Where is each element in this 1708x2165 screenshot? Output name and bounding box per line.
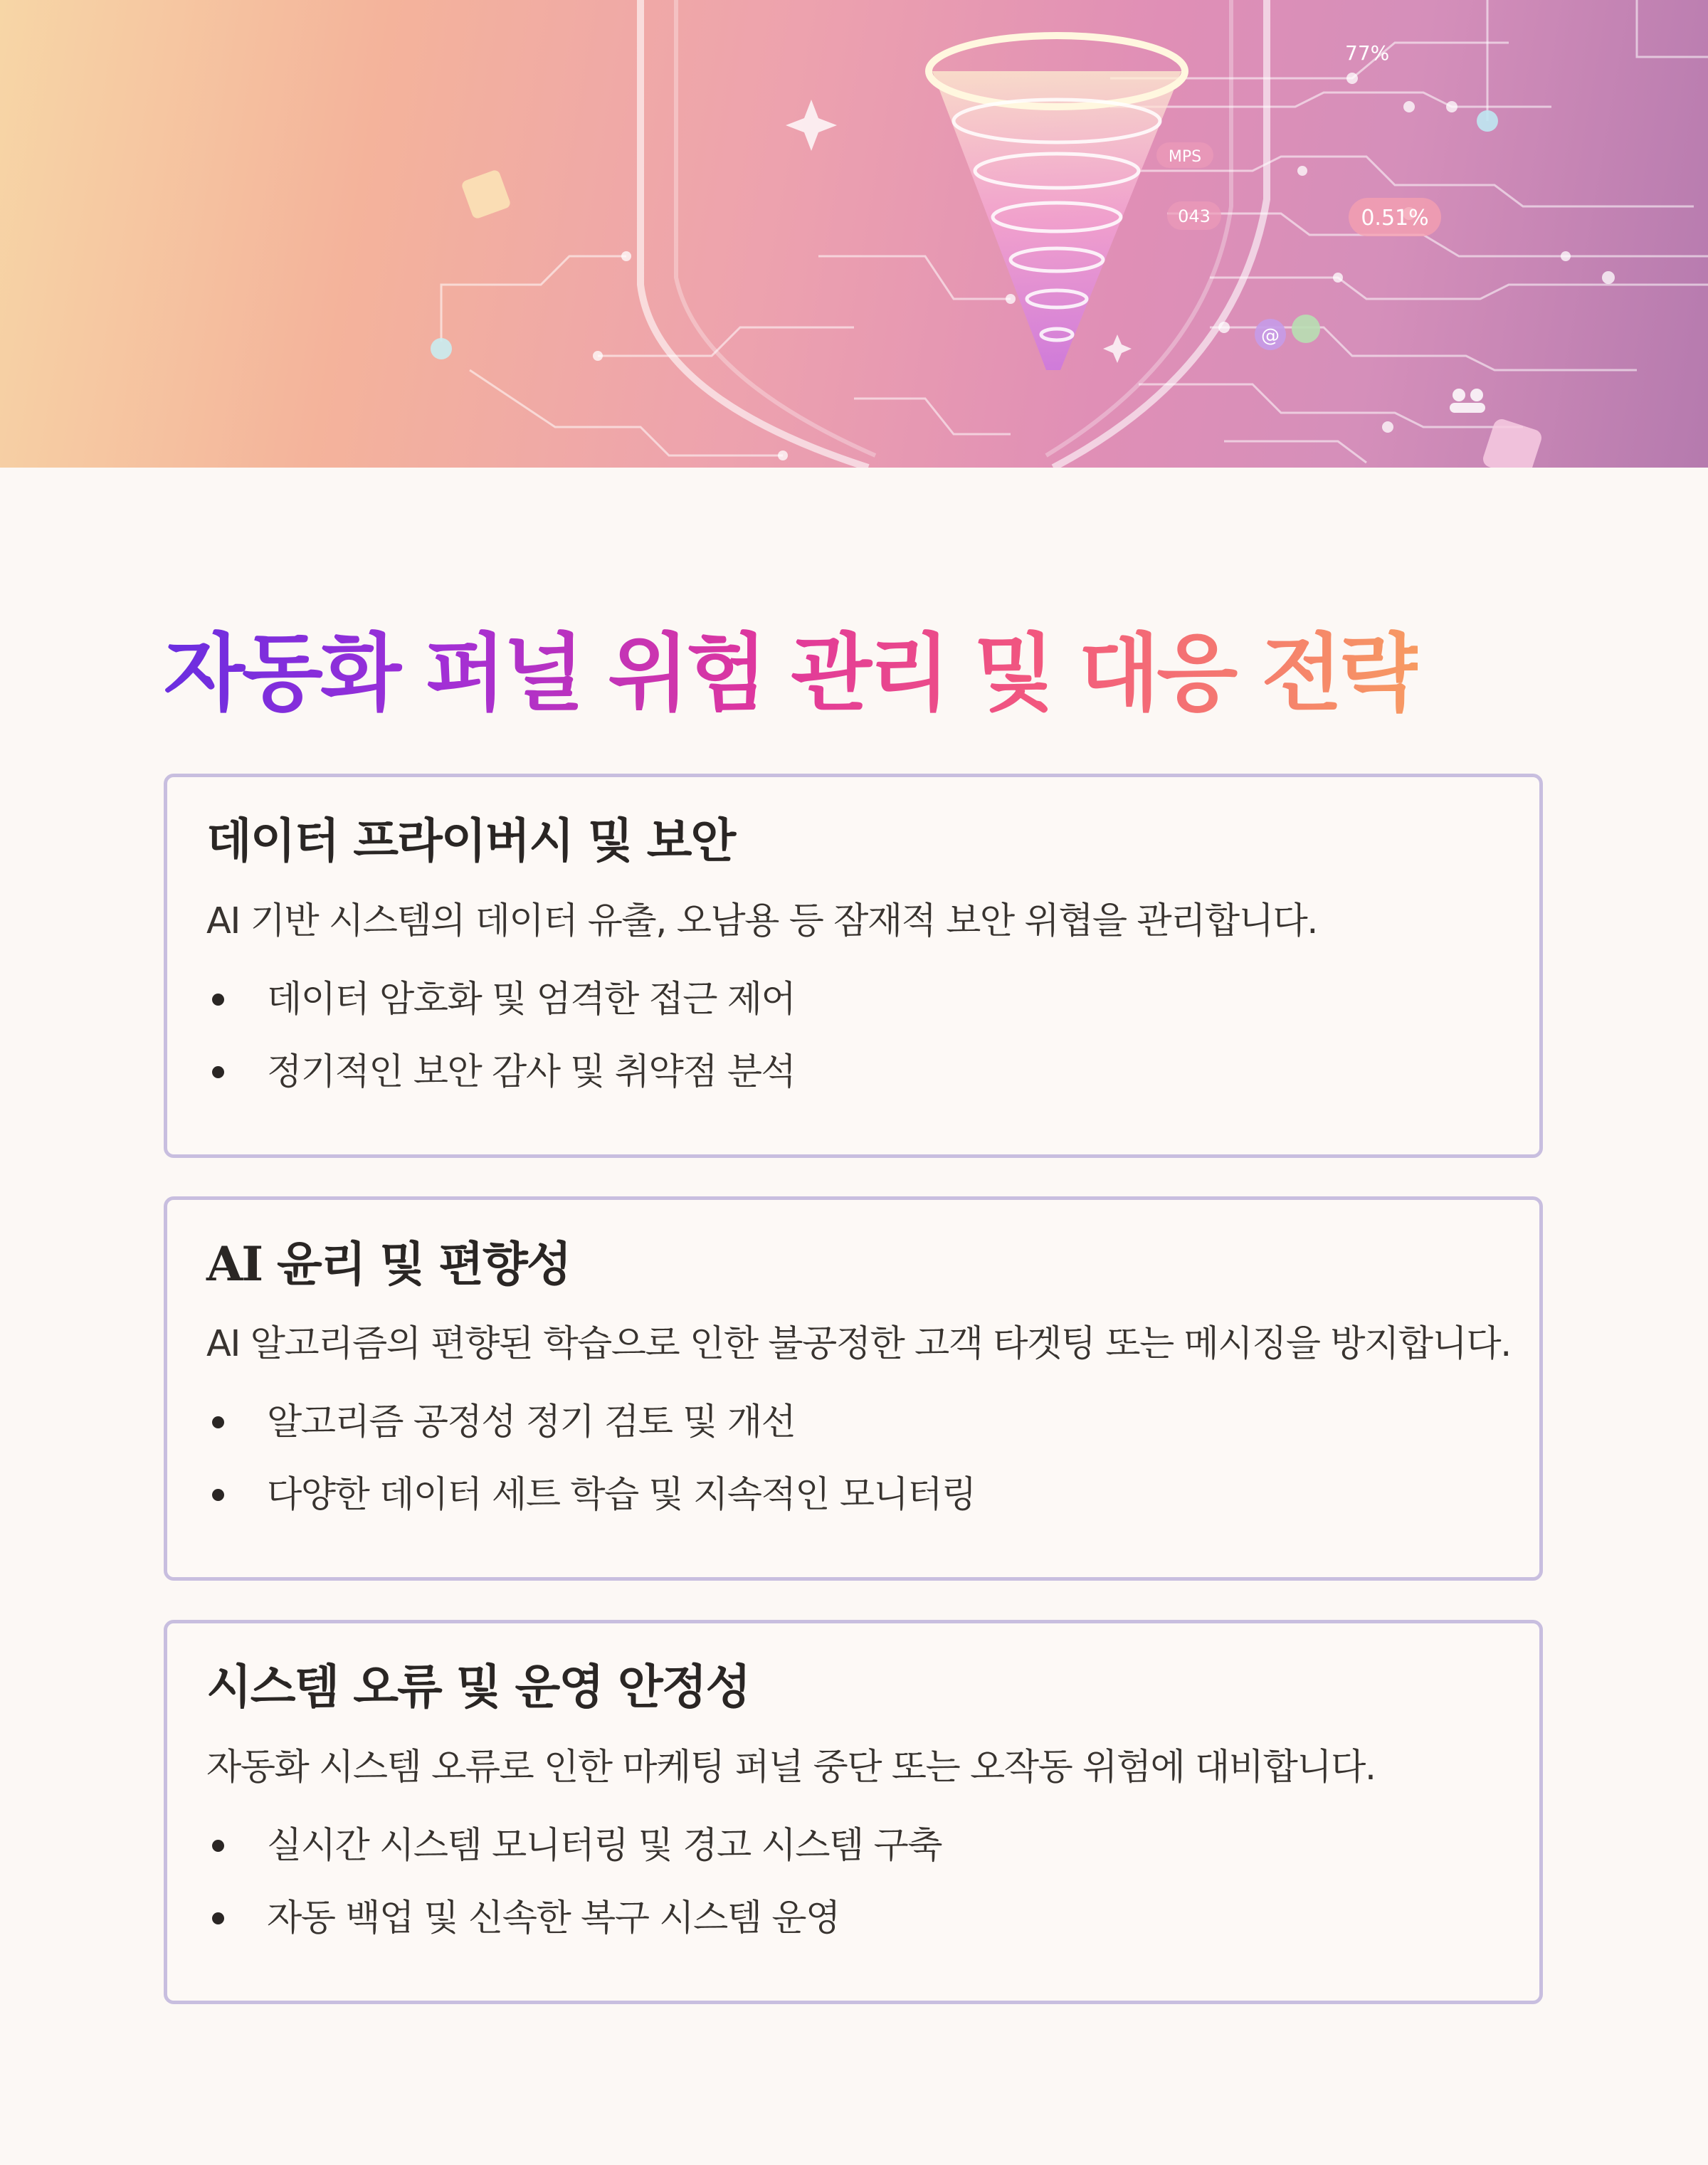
section-card-operations (164, 1620, 1543, 2004)
section-list (206, 1821, 942, 1966)
hero-illustration (0, 0, 1708, 468)
bullet-icon (212, 1416, 224, 1428)
page-title: 자동화 퍼널 위험 관리 및 대응 전략 (164, 616, 1418, 730)
section-list (206, 1398, 976, 1543)
svg-text:@: @ (1261, 325, 1280, 347)
list-item: 정기적인 보안 감사 및 취약점 분석 (206, 1048, 795, 1120)
users-icon (1450, 389, 1485, 413)
section-description: 자동화 시스템 오류로 인한 마케팅 퍼널 중단 또는 오작동 위험에 대비합니다. (206, 1747, 1376, 1789)
section-title: 데이터 프라이버시 및 보안 (206, 813, 735, 868)
shield-icon (640, 0, 1267, 468)
list-item: 자동 백업 및 신속한 복구 시스템 운영 (206, 1894, 942, 1966)
list-item: 알고리즘 공정성 정기 검토 및 개선 (206, 1398, 976, 1470)
bullet-icon (212, 1489, 224, 1501)
list-item: 다양한 데이터 세트 학습 및 지속적인 모니터링 (206, 1470, 976, 1543)
funnel-icon (929, 36, 1185, 370)
code-label: 043 (1178, 206, 1211, 226)
section-title: AI 윤리 및 편향성 (206, 1236, 571, 1292)
hero-banner (0, 0, 1708, 468)
section-title: 시스템 오류 및 운영 안정성 (206, 1660, 750, 1714)
bullet-icon (212, 994, 224, 1006)
section-card-privacy (164, 774, 1543, 1158)
list-item: 실시간 시스템 모니터링 및 경고 시스템 구축 (206, 1821, 942, 1894)
section-description: AI 기반 시스템의 데이터 유출, 오남용 등 잠재적 보안 위협을 관리합니다. (206, 900, 1317, 942)
svg-text:0.51%: 0.51% (1361, 206, 1429, 231)
section-list (206, 975, 795, 1120)
percent-pill (1349, 198, 1441, 236)
sparkle-icon (786, 100, 837, 151)
mps-label: MPS (1168, 148, 1202, 166)
bullet-icon (212, 1066, 224, 1078)
section-description: AI 알고리즘의 편향된 학습으로 인한 불공정한 고객 타겟팅 또는 메시징을 방지합니다. (206, 1323, 1511, 1365)
phone-icon (1292, 315, 1320, 343)
bullet-icon (212, 1840, 224, 1852)
list-item: 데이터 암호화 및 엄격한 접근 제어 (206, 975, 795, 1048)
section-card-ethics (164, 1196, 1543, 1581)
bullet-icon (212, 1912, 224, 1924)
percent-label: 77% (1345, 41, 1390, 65)
